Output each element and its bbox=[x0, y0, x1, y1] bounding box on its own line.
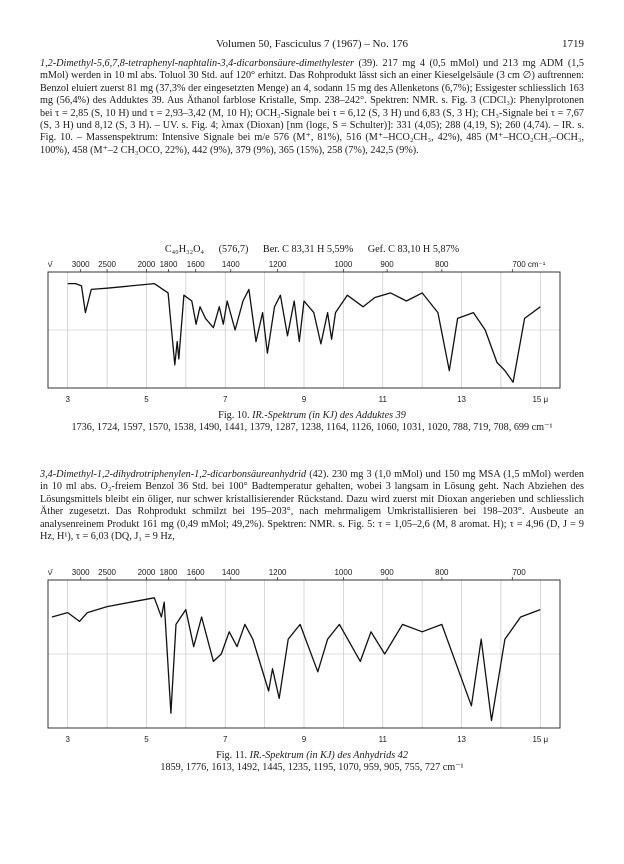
bottom-tick-label: 13 bbox=[457, 395, 466, 404]
ir-spectrum-figure-11 bbox=[40, 566, 584, 748]
figure-10-caption bbox=[40, 410, 584, 435]
top-axis-label: ν̄ bbox=[48, 260, 52, 269]
bottom-tick-label: 7 bbox=[223, 395, 228, 404]
ir-spectrum-figure-10 bbox=[40, 258, 584, 408]
journal-volume: Volumen 50, Fasciculus 7 (1967) – No. 176 bbox=[216, 38, 408, 50]
paragraph-body: 230 mg 3 (1,0 mMol) und 150 mg MSA (1,5 mMol) werden in 10 ml abs. O₂-freiem Benzol 36 Std. bei 100° Badtemperatur gehalten, wobei 3 langsam in Lösung geht. Nach Abziehen des Lösungsmittels bleibt ein öliger, nur schwer kristallisierender Rückstand. Dazu wird zuerst mit Dioxan angerieben und schliesslich Äther zugesetzt. Das Rohprodukt schmilzt bei 195–203°, nach mehrmaligem Umkristallisieren bei 198–203°. Ausbeute an analysenreinem Produkt 161 mg (0,49 mMol; 49,2%). Spektren: NMR. s. Fig. 5: τ = 1,05–2,6 (M, 8 aromat. H); τ = 4,96 (D, J = 9 Hz, H¹), τ = 6,03 (DQ, J₁ = 9 Hz, bbox=[40, 469, 585, 543]
top-tick-label: 900 bbox=[380, 260, 394, 269]
bottom-tick-label: 7 bbox=[223, 735, 228, 744]
paragraph-compound-42 bbox=[40, 469, 584, 543]
top-tick-label: 1000 bbox=[334, 568, 353, 577]
page-number: 1719 bbox=[562, 38, 584, 50]
top-tick-label: 800 bbox=[435, 568, 449, 577]
molecular-formula: C₄₀H₃₂O₄ bbox=[164, 244, 205, 255]
compound-title: 3,4-Dimethyl-1,2-dihydrotriphenylen-1,2-dicarbonsäureanhydrid bbox=[40, 469, 307, 480]
figure-label: Fig. 10. bbox=[218, 410, 250, 421]
top-tick-label: 3000 bbox=[71, 260, 90, 269]
paragraph-body: 217 mg 4 (0,5 mMol) und 213 mg ADM (1,5 mMol) werden in 10 ml abs. Toluol 30 Std. auf 120° erhitzt. Das Rohprodukt lässt sich an einer Kieselgelsäule (3 cm ∅) auftrennen: Benzol eluiert zuerst 81 mg (37,3% der eingesetzten Menge) an 4, sodann 15 mg des Allenketons (6,7%); Essigester schliesslich 163 mg (56,4%) des Adduktes 39. Aus Äthanol farblose Kristalle, Smp. 238–242°. Spektren: NMR. s. Fig. 3 (CDCl₃): Phenylprotonen bei τ = 2,85 (S, 10 H) und τ = 2,93–3,42 (M, 10 H); OCH₃-Signale bei τ = 6,12 (S, 3 H) und 6,83 (S, 3 H); CH₃-Signale bei τ = 7,67 (S, 3 H) und 8,12 (S, 3 H). – UV. s. Fig. 4; λmax (Dioxan) [nm (logε, S = Schulter)]: 331 (4,05); 288 (4,19, S); 260 (4,74). – IR. s. Fig. 10. – Massenspektrum: Intensive Signale bei m/e 576 (M⁺, 81%), 516 (M⁺–HCO₂CH₃, 42%), 485 (M⁺–HCO₂CH₃–OCH₃, 100%), 458 (M⁺–2 CH₃OCO, 22%), 442 (9%), 379 (9%), 365 (15%), 258 (7%), 242,5 (9%). bbox=[40, 58, 585, 156]
top-tick-label: 1400 bbox=[221, 568, 240, 577]
compound-number: (42). bbox=[309, 469, 329, 480]
top-tick-label: 1200 bbox=[268, 568, 287, 577]
top-tick-label: 1800 bbox=[159, 260, 178, 269]
top-tick-label: 1600 bbox=[186, 260, 205, 269]
figure-11-caption bbox=[40, 750, 584, 775]
bottom-tick-label: 5 bbox=[144, 395, 149, 404]
top-tick-label: 1400 bbox=[221, 260, 240, 269]
figure-title: IR.-Spektrum (in KJ) des Adduktes 39 bbox=[252, 410, 406, 421]
molecular-weight: (576,7) bbox=[218, 244, 249, 255]
page-header bbox=[40, 38, 584, 52]
bottom-tick-label: 5 bbox=[144, 735, 149, 744]
elemental-analysis bbox=[0, 244, 624, 255]
bottom-tick-label: 9 bbox=[301, 735, 307, 744]
top-tick-label: 2000 bbox=[137, 568, 156, 577]
calculated-analysis: Ber. C 83,31 H 5,59% bbox=[262, 244, 354, 255]
ir-peak-list: 1859, 1776, 1613, 1492, 1445, 1235, 1195, 1070, 959, 905, 755, 727 cm⁻¹ bbox=[160, 762, 464, 774]
bottom-tick-label: 11 bbox=[378, 735, 387, 744]
top-axis-label: ν̄ bbox=[48, 568, 52, 577]
spectrum-trace bbox=[52, 598, 540, 721]
top-tick-label: 1200 bbox=[268, 260, 287, 269]
paragraph-compound-39 bbox=[40, 58, 584, 157]
figure-label: Fig. 11. bbox=[216, 750, 248, 761]
top-tick-label: 3000 bbox=[71, 568, 90, 577]
found-analysis: Gef. C 83,10 H 5,87% bbox=[367, 244, 460, 255]
top-tick-label: 2500 bbox=[98, 568, 116, 577]
top-tick-label: 700 cm⁻¹ bbox=[512, 260, 546, 269]
bottom-tick-label: 9 bbox=[301, 395, 307, 404]
bottom-tick-label: 3 bbox=[65, 735, 70, 744]
top-tick-label: 1000 bbox=[334, 260, 353, 269]
top-tick-label: 2500 bbox=[98, 260, 116, 269]
top-tick-label: 1800 bbox=[159, 568, 178, 577]
bottom-tick-label: 13 bbox=[457, 735, 466, 744]
compound-title: 1,2-Dimethyl-5,6,7,8-tetraphenyl-naphtalin-3,4-dicarbonsäure-dimethylester bbox=[40, 58, 354, 69]
top-tick-label: 800 bbox=[435, 260, 449, 269]
top-tick-label: 1600 bbox=[186, 568, 205, 577]
bottom-tick-label: 11 bbox=[378, 395, 387, 404]
figure-title: IR.-Spektrum (in KJ) des Anhydrids 42 bbox=[249, 750, 408, 761]
top-tick-label: 2000 bbox=[137, 260, 156, 269]
top-tick-label: 700 bbox=[512, 568, 526, 577]
ir-peak-list: 1736, 1724, 1597, 1570, 1538, 1490, 1441, 1379, 1287, 1238, 1164, 1126, 1060, 1031, 1020, 788, 719, 708, 699 cm⁻¹ bbox=[71, 422, 553, 434]
bottom-tick-label: 3 bbox=[65, 395, 70, 404]
bottom-tick-label: 15 μ bbox=[532, 395, 549, 404]
top-tick-label: 900 bbox=[380, 568, 394, 577]
compound-number: (39). bbox=[358, 58, 379, 69]
bottom-tick-label: 15 μ bbox=[532, 735, 549, 744]
